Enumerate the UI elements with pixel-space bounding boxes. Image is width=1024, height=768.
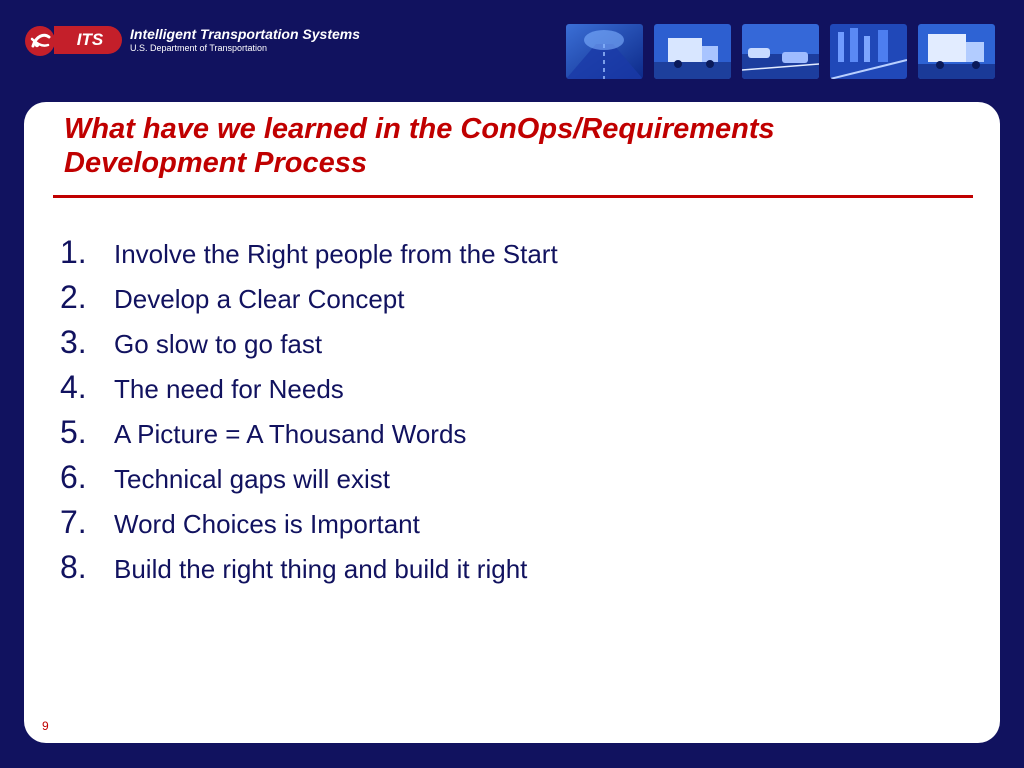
tunnel-road-photo: [566, 24, 643, 79]
list-item-number: 3.: [60, 324, 87, 360]
usdot-its-logo: [24, 24, 361, 58]
list-item: [60, 369, 558, 414]
logo-text: [130, 26, 360, 54]
page-number: 9: [42, 719, 49, 733]
list-item-number: 1.: [60, 234, 87, 270]
slide-header: [0, 0, 1024, 100]
list-item: [60, 459, 558, 504]
usdot-emblem-icon: [24, 25, 56, 57]
list-item-number: 7.: [60, 504, 87, 540]
list-item: [60, 414, 558, 459]
list-item-text: A Picture = A Thousand Words: [114, 419, 467, 449]
traffic-photo: [742, 24, 819, 79]
list-item-text: The need for Needs: [114, 374, 344, 404]
logo-title: Intelligent Transportation Systems: [130, 26, 361, 42]
truck-photo-2: [918, 24, 995, 79]
title-divider: [53, 195, 973, 198]
logo-subtitle: U.S. Department of Transportation: [130, 43, 268, 53]
truck-photo: [654, 24, 731, 79]
list-item-number: 2.: [60, 279, 87, 315]
list-item: [60, 324, 558, 369]
list-item-text: Build the right thing and build it right: [114, 554, 528, 584]
list-item: [60, 549, 558, 594]
list-item-number: 8.: [60, 549, 87, 585]
list-item-number: 4.: [60, 369, 87, 405]
list-item-text: Involve the Right people from the Start: [114, 239, 558, 269]
slide-title-line-1: What have we learned in the ConOps/Requirements: [64, 113, 775, 145]
header-photo-strip: [566, 24, 995, 79]
lessons-learned-list: [60, 234, 558, 594]
slide-title-line-2: Development Process: [64, 147, 368, 179]
slide-content-panel: [24, 102, 1000, 743]
list-item-number: 5.: [60, 414, 87, 450]
list-item: [60, 234, 558, 279]
list-item-text: Technical gaps will exist: [114, 464, 391, 494]
list-item-text: Develop a Clear Concept: [114, 284, 405, 314]
list-item-number: 6.: [60, 459, 87, 495]
list-item: [60, 279, 558, 324]
its-badge: ITS: [54, 26, 122, 54]
list-item-text: Go slow to go fast: [114, 329, 323, 359]
slide-title: [64, 112, 964, 180]
highway-night-photo: [830, 24, 907, 79]
list-item: [60, 504, 558, 549]
list-item-text: Word Choices is Important: [114, 509, 420, 539]
